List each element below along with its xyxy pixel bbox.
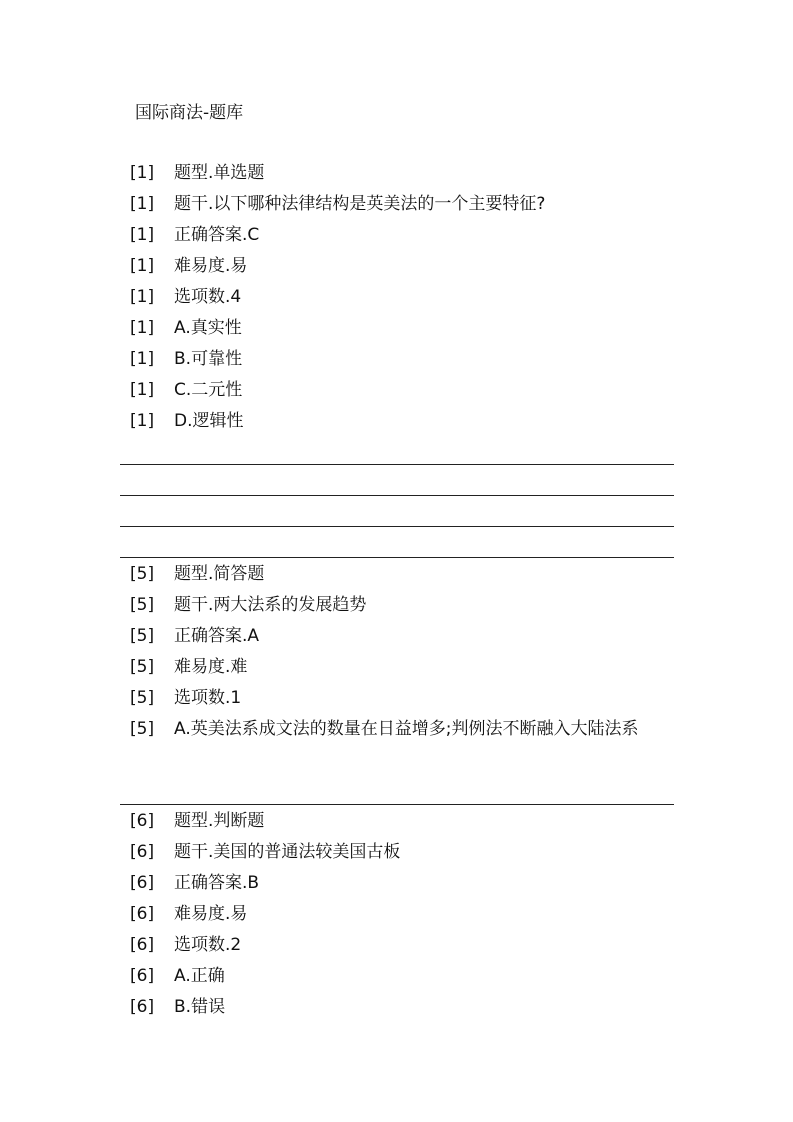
q6-answer-line bbox=[120, 868, 680, 899]
q1-answer-line bbox=[120, 220, 680, 251]
question-number: [6] bbox=[130, 811, 155, 831]
q5-difficulty-line bbox=[120, 652, 680, 683]
q1-stem: 题干.以下哪种法律结构是英美法的一个主要特征? bbox=[174, 194, 546, 214]
q1-option-a-line bbox=[120, 313, 680, 344]
question-number: [5] bbox=[130, 657, 155, 677]
q5-stem-line bbox=[120, 590, 680, 621]
q6-stem-line bbox=[120, 837, 680, 868]
q6-option-b: B.错误 bbox=[174, 997, 226, 1017]
q1-difficulty-line bbox=[120, 251, 680, 282]
q5-option-count-line bbox=[120, 683, 680, 714]
q6-option-count-line bbox=[120, 930, 680, 961]
question-number: [6] bbox=[130, 935, 155, 955]
q1-type: 题型.单选题 bbox=[174, 163, 265, 183]
q6-type: 题型.判断题 bbox=[174, 811, 265, 831]
question-number: [6] bbox=[130, 873, 155, 893]
question-number: [5] bbox=[130, 688, 155, 708]
q1-option-d: D.逻辑性 bbox=[174, 411, 244, 431]
question-number: [6] bbox=[130, 904, 155, 924]
q5-option-a-line bbox=[120, 714, 680, 745]
question-number: [1] bbox=[130, 225, 155, 245]
q6-difficulty: 难易度.易 bbox=[174, 904, 248, 924]
q1-option-b-line bbox=[120, 344, 680, 375]
q6-option-count: 选项数.2 bbox=[174, 935, 242, 955]
question-6-block bbox=[120, 806, 680, 1023]
q1-answer: 正确答案.C bbox=[174, 225, 260, 245]
q1-difficulty: 难易度.易 bbox=[174, 256, 248, 276]
q6-option-a-line bbox=[120, 961, 680, 992]
q5-answer: 正确答案.A bbox=[174, 626, 260, 646]
divider-line bbox=[120, 804, 674, 805]
q5-answer-line bbox=[120, 621, 680, 652]
q6-stem: 题干.美国的普通法较美国古板 bbox=[174, 842, 401, 862]
question-number: [6] bbox=[130, 842, 155, 862]
q6-option-b-line bbox=[120, 992, 680, 1023]
q1-option-b: B.可靠性 bbox=[174, 349, 243, 369]
question-number: [5] bbox=[130, 626, 155, 646]
question-number: [1] bbox=[130, 318, 155, 338]
q5-stem: 题干.两大法系的发展趋势 bbox=[174, 595, 367, 615]
question-number: [1] bbox=[130, 349, 155, 369]
q6-option-a: A.正确 bbox=[174, 966, 225, 986]
document-title: 国际商法-题库 bbox=[135, 103, 244, 123]
question-number: [5] bbox=[130, 595, 155, 615]
q1-option-c-line bbox=[120, 375, 680, 406]
q1-option-d-line bbox=[120, 406, 680, 437]
question-5-block bbox=[120, 559, 680, 745]
q6-answer: 正确答案.B bbox=[174, 873, 260, 893]
question-number: [5] bbox=[130, 719, 155, 739]
question-number: [6] bbox=[130, 997, 155, 1017]
question-number: [1] bbox=[130, 194, 155, 214]
q1-option-c: C.二元性 bbox=[174, 380, 243, 400]
divider-line bbox=[120, 464, 674, 465]
q5-type-line bbox=[120, 559, 680, 590]
q5-option-count: 选项数.1 bbox=[174, 688, 242, 708]
q1-type-line bbox=[120, 158, 680, 189]
q5-option-a: A.英美法系成文法的数量在日益增多;判例法不断融入大陆法系 bbox=[174, 719, 639, 739]
question-number: [1] bbox=[130, 287, 155, 307]
q1-stem-line bbox=[120, 189, 680, 220]
question-number: [1] bbox=[130, 411, 155, 431]
q1-option-count: 选项数.4 bbox=[174, 287, 242, 307]
question-number: [5] bbox=[130, 564, 155, 584]
question-number: [1] bbox=[130, 256, 155, 276]
divider-line bbox=[120, 495, 674, 496]
q5-difficulty: 难易度.难 bbox=[174, 657, 248, 677]
question-number: [1] bbox=[130, 380, 155, 400]
question-1-block bbox=[120, 158, 680, 437]
q1-option-count-line bbox=[120, 282, 680, 313]
divider-line bbox=[120, 557, 674, 558]
q1-option-a: A.真实性 bbox=[174, 318, 242, 338]
question-number: [6] bbox=[130, 966, 155, 986]
question-number: [1] bbox=[130, 163, 155, 183]
divider-line bbox=[120, 526, 674, 527]
q5-type: 题型.简答题 bbox=[174, 564, 265, 584]
q6-difficulty-line bbox=[120, 899, 680, 930]
q6-type-line bbox=[120, 806, 680, 837]
